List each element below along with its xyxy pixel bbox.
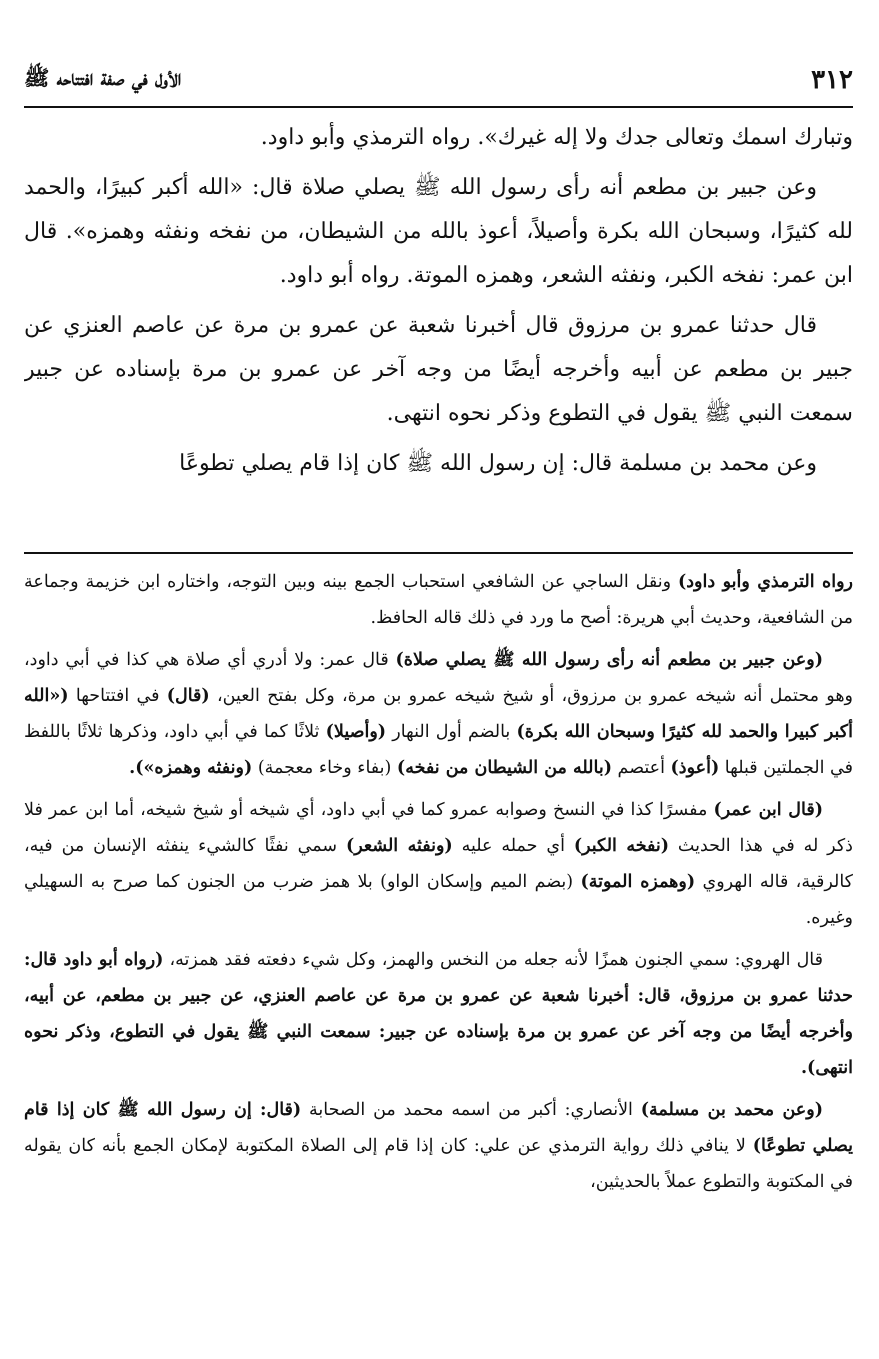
running-title: الأول في صفة افتتاحه ﷺ xyxy=(24,64,182,90)
text-run: بالضم أول النهار xyxy=(386,722,517,742)
note-paragraph xyxy=(24,942,853,1086)
text-run: وعن جبير بن مطعم أنه رأى رسول الله ﷺ يصلي صلاة قال: «الله أكبر كبيرًا، والحمد لله كثيرًا، وسبحان الله بكرة وأصيلاً، أعوذ بالله من الشيطان، من نفخه ونفثه وهمزه». قال ابن عمر: نفخه الكبر، ونفثه الشعر، وهمزه الموتة. رواه أبو داود. xyxy=(24,175,853,288)
text-run: سمي نفثًا كالشيء ينفثه الإنسان من فيه، كالرقية، قاله الهروي xyxy=(24,836,853,892)
header-rule xyxy=(24,106,853,108)
quoted-run: (وعن محمد بن مسلمة) xyxy=(640,1100,823,1120)
text-run: أعتصم xyxy=(611,758,671,778)
text-run: لا ينافي ذلك رواية الترمذي عن علي: كان إذا قام إلى الصلاة المكتوبة لإمكان الجمع بأنه كان يقوله في المكتوبة والتطوع عملاً بالحديثين، xyxy=(24,1136,853,1192)
quoted-run: (وأصيلا) xyxy=(325,722,387,742)
main-paragraph xyxy=(24,116,853,160)
quoted-run: (قال) xyxy=(166,686,210,706)
note-paragraph xyxy=(24,564,853,636)
text-run: وعن محمد بن مسلمة قال: إن رسول الله ﷺ كان إذا قام يصلي تطوعًا xyxy=(179,451,817,476)
text-run: في افتتاحها xyxy=(68,686,167,706)
quoted-run: (ونفثه وهمزه»). xyxy=(129,758,253,778)
quoted-run: (وعن جبير بن مطعم أنه رأى رسول الله ﷺ يصلي صلاة) xyxy=(395,650,823,670)
quoted-run: (قال: إن رسول الله ﷺ كان إذا قام يصلي تطوعًا) xyxy=(24,1100,853,1156)
text-run: ثلاثًا كما في أبي داود، وذكرها ثلاثًا باللفظ في الجملتين قبلها xyxy=(24,722,853,778)
quoted-run: (أعوذ) xyxy=(670,758,720,778)
note-paragraph xyxy=(24,792,853,936)
quoted-run: (ونفثه الشعر) xyxy=(345,836,453,856)
text-run: مفسرًا كذا في النسخ وصوابه عمرو كما في أبي داود، أي شيخه أو شيخ شيخه، أما ابن عمر فلا ذكر له في هذا الحديث xyxy=(24,800,853,856)
main-paragraph xyxy=(24,304,853,436)
main-paragraph xyxy=(24,442,853,486)
note-paragraph xyxy=(24,1092,853,1200)
main-paragraph xyxy=(24,166,853,298)
text-run: ونقل الساجي عن الشافعي استحباب الجمع بينه وبين التوجه، واختاره ابن خزيمة وجماعة من الشافعية، وحديث أبي هريرة: أصح ما ورد في ذلك قاله الحافظ. xyxy=(24,572,853,628)
quoted-run: (نفخه الكبر) xyxy=(573,836,670,856)
quoted-run: رواه الترمذي وأبو داود) xyxy=(677,572,853,592)
page-number: ٣١٢ xyxy=(811,65,853,95)
text-run: (بضم الميم وإسكان الواو) بلا همز ضرب من الجنون كما صرح به السهيلي وغيره. xyxy=(24,872,853,928)
commentary-notes xyxy=(24,564,853,1344)
quoted-run: (بالله من الشيطان من نفخه) xyxy=(396,758,612,778)
page-header xyxy=(24,60,853,100)
text-run: وتبارك اسمك وتعالى جدك ولا إله غيرك». رواه الترمذي وأبو داود. xyxy=(260,125,853,150)
text-run: قال الهروي: سمي الجنون همزًا لأنه جعله من النخس والهمز، وكل شيء دفعته فقد همزته، xyxy=(163,950,823,970)
quoted-run: (وهمزه الموتة) xyxy=(580,872,696,892)
note-paragraph xyxy=(24,642,853,786)
text-run: قال عمر: ولا أدري أي صلاة هي كذا في أبي داود، وهو محتمل أنه شيخه عمرو بن مرزوق، أو شيخ شيخه عمرو بن مرة، وكل بفتح العين، xyxy=(24,650,853,706)
footnote-separator xyxy=(24,552,853,554)
quoted-run: («الله أكبر كبيرا والحمد لله كثيرًا وسبحان الله بكرة) xyxy=(24,686,853,742)
quoted-run: (قال ابن عمر) xyxy=(713,800,823,820)
main-text xyxy=(24,116,853,532)
text-run: قال حدثنا عمرو بن مرزوق قال أخبرنا شعبة عن عمرو بن مرة عن عاصم العنزي عن جبير بن مطعم عن أبيه وأخرجه أيضًا من وجه آخر عن عمرو بن مرة بإسناده عن جبير سمعت النبي ﷺ يقول في التطوع وذكر نحوه انتهى. xyxy=(24,313,853,426)
quoted-run: (رواه أبو داود قال: حدثنا عمرو بن مرزوق، قال: أخبرنا شعبة عن عمرو بن مرة عن عاصم العنزي، عن جبير بن مطعم، عن أبيه، وأخرجه أيضًا من وجه آخر عن عمرو بن مرة بإسناده عن جبير: سمعت النبي ﷺ يقول في التطوع، وذكر نحوه انتهى). xyxy=(24,950,853,1078)
text-run: الأنصاري: أكبر من اسمه محمد من الصحابة xyxy=(301,1100,641,1120)
text-run: أي حمله عليه xyxy=(452,836,574,856)
text-run: (بفاء وخاء معجمة) xyxy=(252,758,397,778)
